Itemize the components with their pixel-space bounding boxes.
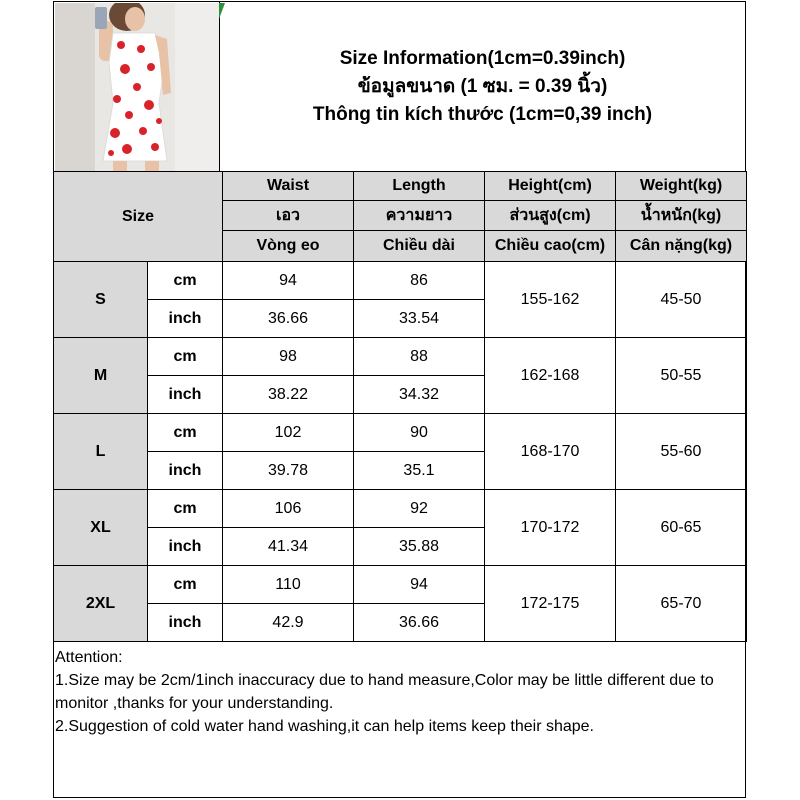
waist-cm: 94 [223, 262, 354, 300]
attention-note-2: 2.Suggestion of cold water hand washing,it can help items keep their shape. [55, 718, 594, 735]
divider [219, 1, 220, 172]
column-header-height-vi: Chiều cao(cm) [485, 231, 616, 262]
waist-inch: 41.34 [223, 528, 354, 566]
column-header-waist-vi: Vòng eo [223, 231, 354, 262]
weight-range: 45-50 [616, 262, 747, 338]
attention-title: Attention: [55, 649, 123, 666]
length-inch: 34.32 [354, 376, 485, 414]
unit-cm: cm [148, 566, 223, 604]
length-cm: 90 [354, 414, 485, 452]
height-range: 172-175 [485, 566, 616, 642]
length-inch: 35.88 [354, 528, 485, 566]
waist-inch: 38.22 [223, 376, 354, 414]
dress-model-image [55, 3, 219, 171]
size-label: M [54, 338, 148, 414]
length-inch: 35.1 [354, 452, 485, 490]
length-inch: 36.66 [354, 604, 485, 642]
size-label: L [54, 414, 148, 490]
weight-range: 65-70 [616, 566, 747, 642]
waist-cm: 102 [223, 414, 354, 452]
height-range: 168-170 [485, 414, 616, 490]
weight-range: 50-55 [616, 338, 747, 414]
unit-inch: inch [148, 452, 223, 490]
column-header-waist: Waist [223, 172, 354, 201]
waist-cm: 106 [223, 490, 354, 528]
length-cm: 88 [354, 338, 485, 376]
column-header-length-th: ความยาว [354, 201, 485, 231]
size-label: 2XL [54, 566, 148, 642]
column-header-height-th: ส่วนสูง(cm) [485, 201, 616, 231]
size-information-header [221, 3, 744, 171]
waist-inch: 36.66 [223, 300, 354, 338]
attention-note-1: 1.Size may be 2cm/1inch inaccuracy due to hand measure,Color may be little different due to monitor ,thanks for your understanding. [55, 672, 714, 712]
weight-range: 60-65 [616, 490, 747, 566]
length-cm: 94 [354, 566, 485, 604]
weight-range: 55-60 [616, 414, 747, 490]
header-vietnamese: Thông tin kích thước (1cm=0,39 inch) [312, 104, 653, 125]
waist-inch: 42.9 [223, 604, 354, 642]
height-range: 155-162 [485, 262, 616, 338]
column-header-weight-th: น้ำหนัก(kg) [616, 201, 747, 231]
unit-inch: inch [148, 300, 223, 338]
unit-inch: inch [148, 604, 223, 642]
waist-inch: 39.78 [223, 452, 354, 490]
waist-cm: 110 [223, 566, 354, 604]
length-cm: 86 [354, 262, 485, 300]
length-inch: 33.54 [354, 300, 485, 338]
header-english: Size Information(1cm=0.39inch) [339, 48, 626, 69]
header-thai: ข้อมูลขนาด (1 ซม. = 0.39 นิ้ว) [357, 76, 608, 97]
unit-cm: cm [148, 262, 223, 300]
unit-cm: cm [148, 490, 223, 528]
size-table [53, 171, 747, 642]
size-label: S [54, 262, 148, 338]
size-title: Size [54, 172, 223, 262]
unit-cm: cm [148, 338, 223, 376]
length-cm: 92 [354, 490, 485, 528]
unit-inch: inch [148, 376, 223, 414]
height-range: 170-172 [485, 490, 616, 566]
size-label: XL [54, 490, 148, 566]
waist-cm: 98 [223, 338, 354, 376]
product-photo [55, 3, 219, 171]
column-header-weight-vi: Cân nặng(kg) [616, 231, 747, 262]
column-header-weight: Weight(kg) [616, 172, 747, 201]
column-header-waist-th: เอว [223, 201, 354, 231]
column-header-length: Length [354, 172, 485, 201]
unit-inch: inch [148, 528, 223, 566]
column-header-length-vi: Chiều dài [354, 231, 485, 262]
height-range: 162-168 [485, 338, 616, 414]
column-header-height: Height(cm) [485, 172, 616, 201]
attention-notes [55, 646, 745, 738]
unit-cm: cm [148, 414, 223, 452]
